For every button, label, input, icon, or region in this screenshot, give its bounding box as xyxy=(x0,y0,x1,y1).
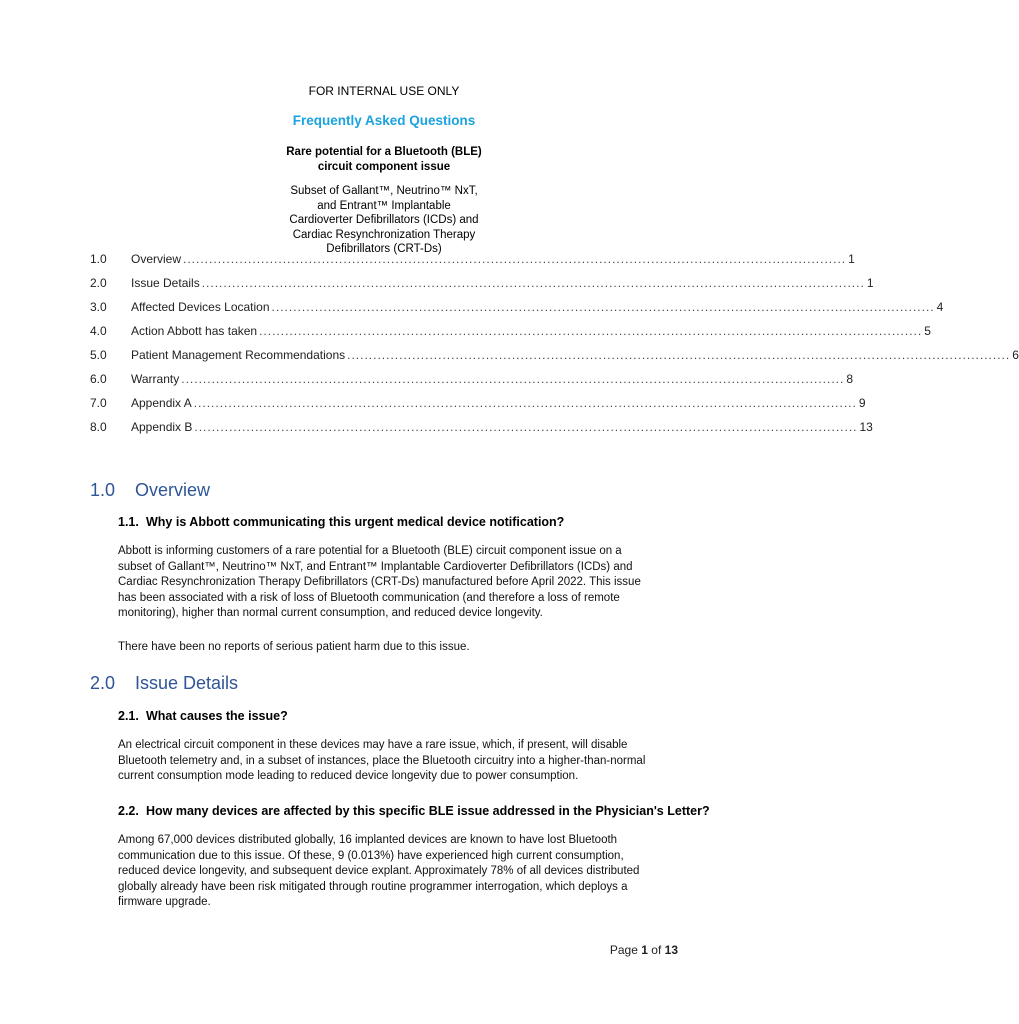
paragraph-line: has been associated with a risk of loss of Bluetooth communication (and therefore a loss of remote xyxy=(118,591,620,604)
question-heading xyxy=(118,515,564,529)
toc-leader: ......................................................................................................................................................... xyxy=(259,324,923,338)
paragraph-line: An electrical circuit component in these devices may have a rare issue, which, if present, will disable xyxy=(118,739,628,751)
toc-entry-issue-details[interactable] xyxy=(90,276,874,296)
toc-label: Issue Details xyxy=(131,276,200,290)
toc-number: 8.0 xyxy=(90,420,107,434)
page-number xyxy=(610,943,678,957)
toc-label: Overview xyxy=(131,252,182,266)
toc-leader: ......................................................................................................................................................... xyxy=(271,300,935,314)
toc-leader: ......................................................................................................................................................... xyxy=(194,420,858,434)
page-of: of xyxy=(651,943,662,957)
subset-line: and Entrant™ Implantable xyxy=(317,199,451,212)
question-number: 2.1. xyxy=(118,709,139,723)
toc-entry-affected-devices[interactable] xyxy=(90,300,944,320)
answer-paragraph xyxy=(118,738,678,785)
toc-page: 9 xyxy=(858,396,866,410)
toc-number: 7.0 xyxy=(90,396,107,410)
question-heading xyxy=(118,709,288,723)
toc-page: 1 xyxy=(866,276,874,290)
toc-page: 5 xyxy=(924,324,931,338)
section-title: Overview xyxy=(135,480,211,500)
toc-entry-patient-management[interactable] xyxy=(90,348,1019,368)
toc-label: Affected Devices Location xyxy=(131,300,270,314)
paragraph-line: communication due to this issue. Of these, 9 (0.013%) have experienced high current consumption, xyxy=(118,849,624,862)
toc-leader: ......................................................................................................................................................... xyxy=(347,348,1011,362)
question-text: How many devices are affected by this specific BLE issue addressed in the Physician's Letter? xyxy=(146,804,710,818)
subset-description xyxy=(0,184,768,257)
answer-paragraph xyxy=(118,833,678,911)
question-number: 1.1. xyxy=(118,515,139,529)
toc-label: Appendix B xyxy=(131,420,193,434)
toc-label: Patient Management Recommendations xyxy=(131,348,346,362)
toc-leader: ......................................................................................................................................................... xyxy=(193,396,857,410)
subject-heading xyxy=(0,145,768,175)
subset-line: Cardiac Resynchronization Therapy xyxy=(292,228,476,241)
subject-line: circuit component issue xyxy=(317,161,451,173)
subset-line: Cardioverter Defibrillators (ICDs) and xyxy=(289,214,479,226)
paragraph-line: globally already have been risk mitigated through routine programmer interrogation, which deploys a xyxy=(118,880,628,893)
subset-line: Defibrillators (CRT-Ds) xyxy=(326,243,442,255)
paragraph-line: reduced device longevity, and subsequent device explant. Approximately 78% of all devices distributed xyxy=(118,865,640,878)
toc-page: 4 xyxy=(936,300,944,314)
toc-page: 1 xyxy=(848,252,855,266)
paragraph-line: Cardiac Resynchronization Therapy Defibrillators (CRT-Ds) manufactured before April 2022. This issue xyxy=(118,576,641,589)
paragraph-line: firmware upgrade. xyxy=(118,896,211,909)
paragraph-line: Bluetooth telemetry and, in a subset of instances, place the Bluetooth circuitry into a higher-than-normal xyxy=(118,754,646,767)
section-number: 1.0 xyxy=(90,480,116,500)
section-title: Issue Details xyxy=(135,673,239,693)
question-text: What causes the issue? xyxy=(146,709,288,723)
toc-number: 2.0 xyxy=(90,276,107,290)
paragraph-line: monitoring), higher than normal current consumption, and reduced device longevity. xyxy=(118,607,543,620)
page-prefix: Page xyxy=(609,943,638,957)
toc-entry-appendix-a[interactable] xyxy=(90,396,866,416)
toc-entry-action-taken[interactable] xyxy=(90,324,931,344)
answer-paragraph xyxy=(118,544,678,622)
toc-entry-overview[interactable] xyxy=(90,252,855,272)
internal-use-label: FOR INTERNAL USE ONLY xyxy=(308,84,460,98)
question-heading xyxy=(118,804,710,818)
paragraph-line: Abbott is informing customers of a rare potential for a Bluetooth (BLE) circuit component issue on a xyxy=(118,545,622,557)
section-number: 2.0 xyxy=(90,673,116,693)
toc-leader: ......................................................................................................................................................... xyxy=(183,252,847,266)
toc-number: 4.0 xyxy=(90,324,107,338)
toc-label: Appendix A xyxy=(131,396,192,410)
question-number: 2.2. xyxy=(118,804,139,818)
toc-leader: ......................................................................................................................................................... xyxy=(181,372,845,386)
toc-number: 5.0 xyxy=(90,348,107,362)
subject-line: Rare potential for a Bluetooth (BLE) xyxy=(286,146,482,158)
toc-number: 1.0 xyxy=(90,252,107,266)
question-text: Why is Abbott communicating this urgent medical device notification? xyxy=(146,515,565,529)
paragraph-line: Among 67,000 devices distributed globally, 16 implanted devices are known to have lost Bluetooth xyxy=(118,834,618,846)
toc-page: 13 xyxy=(859,420,873,434)
page-current: 1 xyxy=(641,943,648,957)
toc-entry-warranty[interactable] xyxy=(90,372,854,392)
toc-number: 6.0 xyxy=(90,372,107,386)
section-heading-issue-details xyxy=(90,673,238,694)
paragraph-line: current consumption mode leading to reduced device longevity due to power consumption. xyxy=(118,770,579,783)
toc-page: 6 xyxy=(1012,348,1019,362)
answer-paragraph: There have been no reports of serious patient harm due to this issue. xyxy=(118,641,470,653)
toc-label: Warranty xyxy=(131,372,180,386)
toc-number: 3.0 xyxy=(90,300,107,314)
subset-line: Subset of Gallant™, Neutrino™ NxT, xyxy=(290,185,478,197)
toc-leader: ......................................................................................................................................................... xyxy=(201,276,865,290)
section-heading-overview xyxy=(90,480,210,501)
toc-page: 8 xyxy=(846,372,854,386)
toc-entry-appendix-b[interactable] xyxy=(90,420,873,440)
toc-label: Action Abbott has taken xyxy=(131,324,258,338)
faq-title: Frequently Asked Questions xyxy=(292,113,476,128)
page-total: 13 xyxy=(664,943,678,957)
paragraph-line: subset of Gallant™, Neutrino™ NxT, and Entrant™ Implantable Cardioverter Defibrillators (ICDs) and xyxy=(118,560,633,573)
